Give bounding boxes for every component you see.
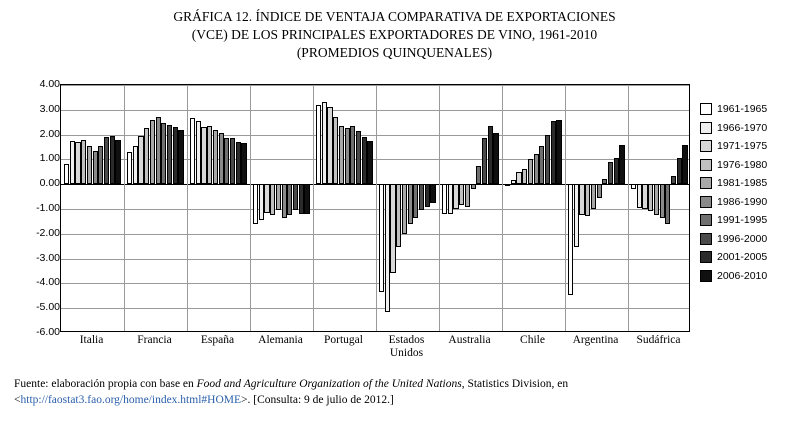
bar [322,102,327,184]
bar [493,133,498,184]
bar [591,184,596,209]
bar [350,126,355,184]
footnote-part3: >. [Consulta: 9 de julio de 2012.] [241,394,394,406]
x-tick-label: Australia [448,334,491,346]
bar [156,117,161,184]
legend-item [700,119,788,138]
bar [682,145,687,185]
legend-label: 2006-2010 [717,269,768,282]
bar [190,118,195,184]
bar [516,172,521,184]
bar [488,126,493,184]
bar [236,142,241,184]
legend-label: 1996-2000 [717,232,768,245]
x-tick-label: Francia [137,334,172,346]
source-footnote [14,376,776,408]
legend-swatch [700,270,712,282]
bar [528,159,533,184]
bar [539,146,544,184]
footnote-italic: Food and Agriculture Organization of the United Nations [196,378,462,390]
y-tick-label: -4.00 [36,276,60,289]
bar [282,184,287,217]
bar-group [439,85,502,331]
bar [367,141,372,184]
bar [608,162,613,184]
page-title [0,8,789,62]
bar-group [250,85,313,331]
legend-item [700,193,788,212]
bar-group [565,85,628,331]
legend-item [700,230,788,249]
y-tick-label: -1.00 [36,202,60,214]
legend-swatch [700,159,712,171]
bar [81,140,86,185]
legend-swatch [700,214,712,226]
legend-label: 1961-1965 [717,103,768,116]
legend-label: 1986-1990 [717,195,768,208]
legend-swatch [700,251,712,263]
bar [379,184,384,292]
legend-item [700,267,788,286]
bar [304,184,309,214]
bar [465,184,470,206]
bar [579,184,584,215]
legend-label: 2001-2005 [717,251,768,264]
bar [390,184,395,273]
bar [619,145,624,185]
bar [339,126,344,184]
bar [522,169,527,184]
y-tick-label: 0.00 [39,177,60,190]
bar [362,137,367,184]
x-tick-label: Chile [520,334,545,346]
bar [219,133,224,184]
bar [230,138,235,184]
bar [270,184,275,215]
bar [173,127,178,184]
legend-swatch [700,122,712,134]
legend-item [700,248,788,267]
bar [201,127,206,184]
bar [385,184,390,312]
bar [665,184,670,224]
bar [104,137,109,184]
y-tick-label: -3.00 [36,251,60,264]
legend-item [700,137,788,156]
bar-group [313,85,376,331]
bar [333,117,338,184]
bar [419,184,424,210]
bar [115,140,120,185]
bar [677,158,682,184]
chart-container [14,78,690,359]
bar [476,166,481,185]
bar [534,154,539,184]
bar [110,136,115,184]
bar [224,138,229,184]
bar [293,184,298,210]
y-tick-label: 1.00 [39,152,60,165]
bar [408,184,413,224]
x-tick-label: Argentina [572,334,619,346]
bar [430,184,435,203]
bar [545,135,550,185]
y-tick-label: 4.00 [39,78,60,90]
bar [637,184,642,208]
bar [413,184,418,217]
bar [93,151,98,184]
bar [213,130,218,185]
bar [396,184,401,247]
bar [585,184,590,216]
bar [276,184,281,210]
bar [98,146,103,184]
bar [574,184,579,247]
bar [327,107,332,184]
footnote-url[interactable]: http://faostat3.fao.org/home/index.html#HOME [20,394,241,406]
footnote-part2: , Statistics Division, en < [14,378,569,406]
bar [642,184,647,209]
legend-label: 1966-1970 [717,121,768,134]
y-tick-label: -6.00 [36,326,60,338]
bar [442,184,447,214]
bar [425,184,430,206]
bar [241,143,246,184]
legend-label: 1981-1985 [717,177,768,190]
legend-label: 1991-1995 [717,214,768,227]
legend-swatch [700,196,712,208]
bar [138,136,143,184]
legend-swatch [700,103,712,115]
bar [196,121,201,184]
bar [150,120,155,184]
plot-area [60,84,690,332]
bar [316,105,321,184]
x-axis-labels [60,334,690,368]
x-tick-label: Italia [79,334,104,346]
bar [144,128,149,184]
bar-group [628,85,690,331]
bar [568,184,573,294]
bar [671,176,676,185]
title-line-2: (VCE) DE LOS PRINCIPALES EXPORTADORES DE VINO, 1961-2010 [191,27,598,42]
bar [551,121,556,184]
bar [70,141,75,184]
x-tick-label: Portugal [324,334,363,346]
legend-label: 1976-1980 [717,158,768,171]
x-tick-label: Sudáfrica [636,334,681,346]
bar [402,184,407,234]
legend-item [700,100,788,119]
x-tick-label: Estados Unidos [388,334,425,359]
bar [259,184,264,220]
bar [167,125,172,185]
legend-swatch [700,140,712,152]
chart-legend [700,100,788,285]
bar [345,128,350,184]
bar [253,184,258,224]
bar [127,152,132,184]
bar [602,179,607,184]
y-axis [14,78,60,338]
legend-swatch [700,233,712,245]
bar-group [502,85,565,331]
legend-item [700,174,788,193]
legend-label: 1971-1975 [717,140,768,153]
bar [556,120,561,184]
bar [287,184,292,215]
bar [87,146,92,184]
bar [207,126,212,184]
bar-group [187,85,250,331]
bar [614,158,619,184]
title-line-1: GRÁFICA 12. ÍNDICE DE VENTAJA COMPARATIVA DE EXPORTACIONES [173,9,616,24]
bar [75,142,80,184]
bar [482,138,487,184]
bar [356,131,361,184]
bar [264,184,269,213]
bar [471,184,476,189]
title-line-3: (PROMEDIOS QUINQUENALES) [296,45,493,60]
x-tick-label: Alemania [258,334,303,346]
y-tick-label: 2.00 [39,127,60,140]
bar [64,164,69,184]
legend-swatch [700,177,712,189]
bar [299,184,304,214]
bar-group [376,85,439,331]
bar [448,184,453,214]
bar [660,184,665,217]
y-tick-label: -5.00 [36,301,60,314]
x-tick-label: España [200,334,235,346]
legend-item [700,211,788,230]
bar [631,184,636,189]
bar [453,184,458,209]
footnote-part1: Fuente: elaboración propia con base en [14,378,197,390]
bar-group [124,85,187,331]
bar [648,184,653,211]
legend-item [700,156,788,175]
bar [178,130,183,185]
bar [511,180,516,184]
bar [505,184,510,186]
bar-group [61,85,124,331]
bar [161,123,166,184]
bar [133,146,138,184]
y-tick-label: 3.00 [39,102,60,115]
bar [654,184,659,215]
y-tick-label: -2.00 [36,226,60,239]
bar [459,184,464,205]
bar [597,184,602,198]
